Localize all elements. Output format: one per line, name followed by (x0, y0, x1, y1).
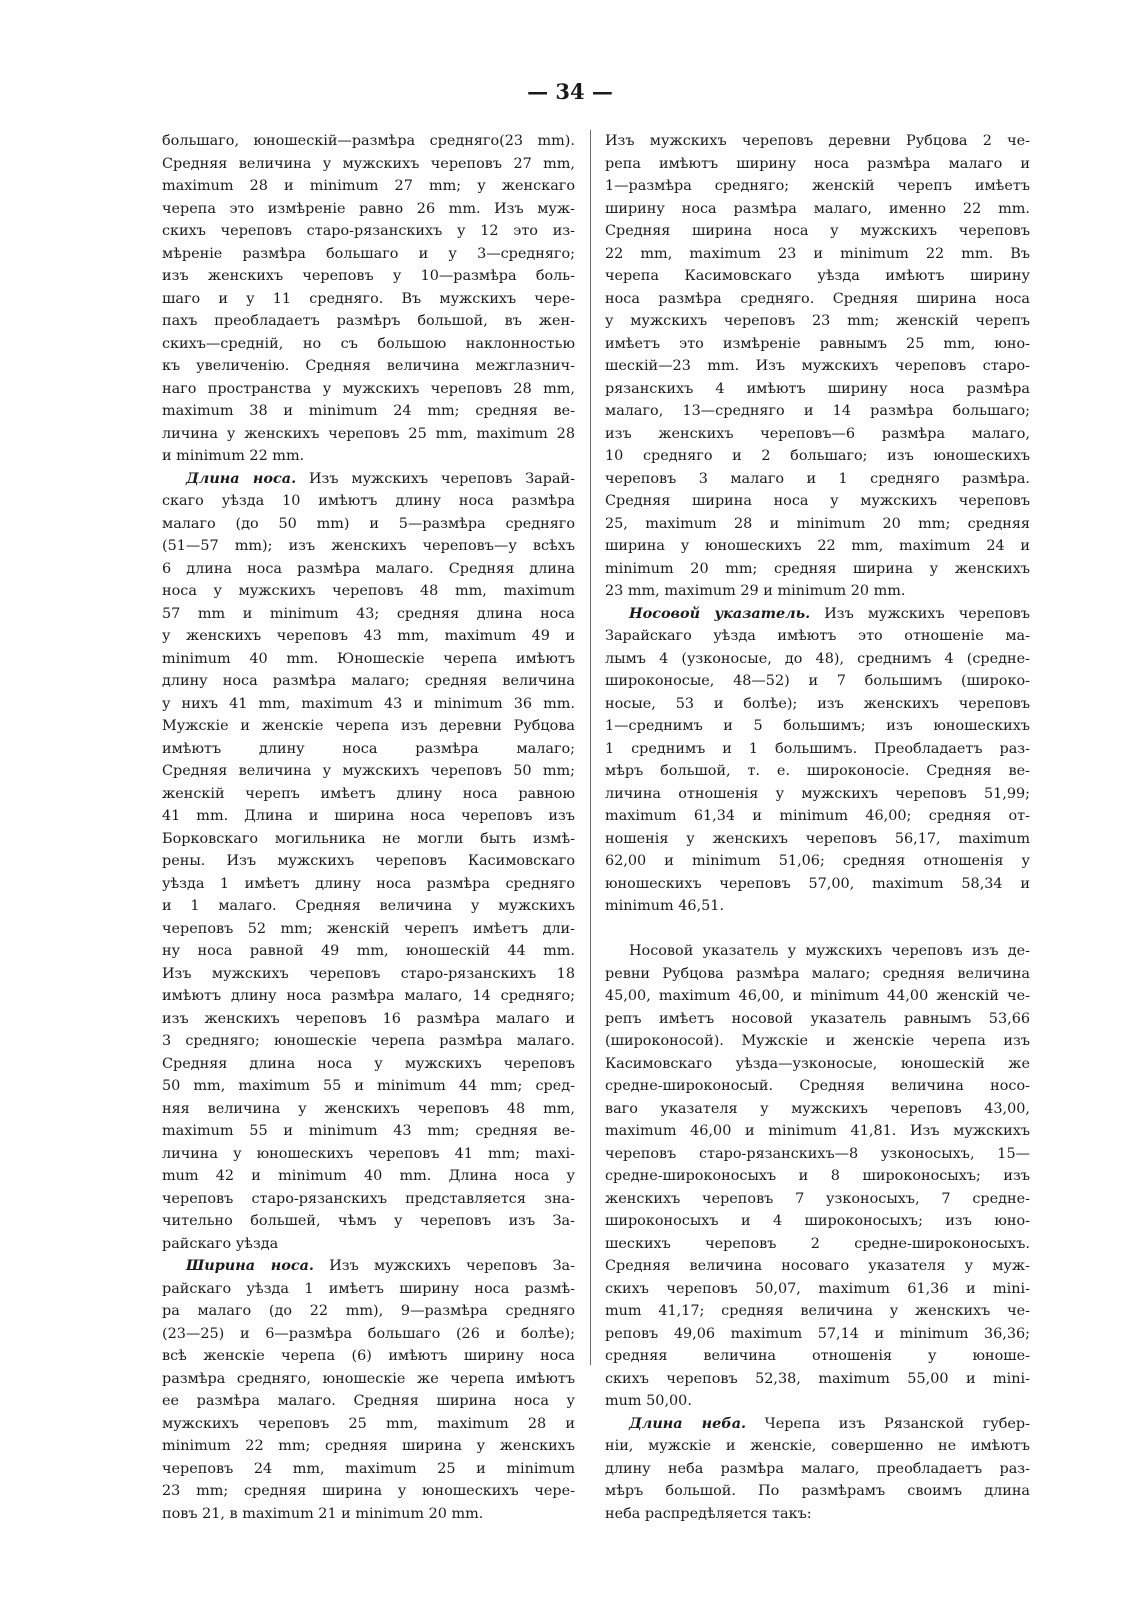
text-line: ее размѣра малаго. Средняя ширина носа у (162, 1393, 575, 1409)
text-line: всѣ женскіе черепа (6) имѣютъ ширину носа (162, 1348, 575, 1364)
text-line: изъ женскихъ череповъ 16 размѣра малаго и (162, 1010, 575, 1027)
left-column (162, 130, 575, 1525)
text-line: у мужскихъ череповъ 23 mm; женскій черепъ (605, 313, 1030, 329)
paragraph-gap (605, 918, 1030, 941)
text-line: рены. Изъ мужскихъ череповъ Касимовскаго (162, 853, 575, 869)
text-line: ширина у юношескихъ 22 mm, maximum 24 и (605, 538, 1030, 554)
text-line: пахъ преобладаетъ размѣръ большой, въ жен- (162, 313, 575, 329)
text-line: няя величина у женскихъ череповъ 48 mm, (162, 1100, 575, 1117)
text-line: 1 среднимъ и 1 большимъ. Преобладаетъ раз- (605, 740, 1030, 757)
text-line: ревни Рубцова размѣра малаго; средняя величина (605, 965, 1030, 982)
text-line: скаго уѣзда 10 имѣютъ длину носа размѣра (162, 493, 575, 509)
section-heading-line: Носовой указатель. Изъ мужскихъ череповъ (629, 604, 1030, 622)
text-line: Носовой указатель у мужскихъ череповъ изъ де- (629, 943, 1030, 959)
text-line: (23—25) и 6—размѣра большаго (26 и болѣе); (162, 1325, 575, 1342)
text-line: череповъ 24 mm, maximum 25 и minimum (162, 1460, 575, 1477)
text-line: minimum 46,51. (605, 898, 725, 914)
text-line: носые, 53 и болѣе); изъ женскихъ череповъ (605, 695, 1030, 712)
text-line: юношескихъ череповъ 57,00, maximum 58,34 и (605, 875, 1030, 892)
text-line: уѣзда 1 имѣетъ длину носа размѣра средняго (162, 875, 575, 892)
text-line: шескихъ череповъ 2 средне-широконосыхъ. (605, 1235, 1030, 1252)
text-line: скихъ череповъ 50,07, maximum 61,36 и mini- (605, 1280, 1030, 1297)
text-line: средняя величина отношенія у юноше- (605, 1348, 1030, 1364)
text-line: имѣетъ это измѣреніе равнымъ 25 mm, юно- (605, 335, 1030, 352)
text-line: 45,00, maximum 46,00, и minimum 44,00 женскій че- (605, 988, 1030, 1004)
text-line: 1—среднимъ и 5 большимъ; изъ юношескихъ (605, 718, 1030, 734)
text-line: Изъ мужскихъ череповъ деревни Рубцова 2 че- (605, 133, 1030, 149)
text-line: личина отношенія у мужскихъ череповъ 51,99; (605, 785, 1030, 802)
text-line: наго пространства у мужскихъ череповъ 28 mm, (162, 380, 575, 397)
text-line: Средняя величина носоваго указателя у муж- (605, 1258, 1030, 1274)
text-line: Средняя длина носа у мужскихъ череповъ (162, 1055, 575, 1072)
text-line: изъ женскихъ череповъ—6 размѣра малаго, (605, 425, 1030, 442)
text-line: Средняя ширина носа у мужскихъ череповъ (605, 493, 1030, 509)
text-line: скихъ череповъ 52,38, maximum 55,00 и mini- (605, 1370, 1030, 1387)
text-line: носа у мужскихъ череповъ 48 mm, maximum (162, 583, 575, 599)
text-line: ніи, мужскіе и женскіе, совершенно не имѣютъ (605, 1438, 1030, 1454)
text-line: Мужскіе и женскіе черепа изъ деревни Рубцова (162, 718, 575, 734)
text-line: minimum 20 mm; средняя ширина у женскихъ (605, 560, 1030, 577)
text-line: мужскихъ череповъ 25 mm, maximum 28 и (162, 1415, 575, 1432)
text-line: чительно большей, чѣмъ у череповъ изъ За- (162, 1213, 575, 1229)
text-line: женскихъ череповъ 7 узконосыхъ, 7 средне- (605, 1190, 1030, 1207)
text-line: женскій черепъ имѣетъ длину носа равною (162, 785, 575, 802)
text-line: (широконосой). Мужскіе и женскіе черепа изъ (605, 1033, 1030, 1049)
text-line: 23 mm, maximum 29 и minimum 20 mm. (605, 583, 906, 599)
text-line: мѣръ большой. По размѣрамъ своимъ длина (605, 1483, 1030, 1499)
text-line: maximum 46,00 и minimum 41,81. Изъ мужскихъ (605, 1123, 1030, 1139)
text-line: черепа Касимовскаго уѣзда имѣютъ ширину (605, 268, 1030, 284)
text-line: ра малаго (до 22 mm), 9—размѣра средняго (162, 1303, 575, 1319)
text-line: maximum 38 и minimum 24 mm; средняя ве- (162, 403, 575, 419)
text-line: скихъ череповъ старо-рязанскихъ у 12 это из- (162, 223, 575, 239)
text-line: у нихъ 41 mm, maximum 43 и minimum 36 mm. (162, 695, 575, 712)
text-line: репъ имѣетъ носовой указатель равнымъ 53,66 (605, 1010, 1030, 1027)
section-heading-line: Длина неба. Черепа изъ Рязанской губер- (629, 1414, 1030, 1432)
text-line: большаго, юношескій—размѣра средняго(23 mm). (162, 133, 575, 149)
text-line: шескій—23 mm. Изъ мужскихъ череповъ старо- (605, 358, 1030, 374)
text-line: 41 mm. Длина и ширина носа череповъ изъ (162, 808, 575, 824)
text-line: рязанскихъ 4 имѣютъ ширину носа размѣра (605, 380, 1030, 397)
page-number: — 34 — (527, 79, 613, 104)
text-line: Средняя величина у мужскихъ череповъ 27 mm, (162, 155, 575, 172)
text-line: райскаго уѣзда 1 имѣетъ ширину носа размѣ- (162, 1280, 575, 1297)
text-line: mum 42 и minimum 40 mm. Длина носа у (162, 1168, 575, 1184)
text-line: 25, maximum 28 и minimum 20 mm; средняя (605, 515, 1030, 532)
text-line: ваго указателя у мужскихъ череповъ 43,00, (605, 1100, 1030, 1117)
text-line: средне-широконосый. Средняя величина носо- (605, 1078, 1030, 1094)
text-line: Изъ мужскихъ череповъ старо-рязанскихъ 18 (162, 965, 575, 982)
text-line: и 1 малаго. Средняя величина у мужскихъ (162, 898, 575, 914)
text-line: мѣреніе размѣра большаго и у 3—средняго; (162, 245, 575, 262)
text-line: Средняя величина у мужскихъ череповъ 50 mm; (162, 763, 575, 779)
text-line: (51—57 mm); изъ женскихъ череповъ—у всѣхъ (162, 538, 575, 554)
text-line: имѣютъ длину носа размѣра малаго; (162, 740, 575, 757)
text-line: изъ женскихъ череповъ у 10—размѣра боль- (162, 268, 575, 284)
text-line: лымъ 4 (узконосые, до 48), среднимъ 4 (средне- (605, 650, 1030, 667)
text-line: малаго (до 50 mm) и 5—размѣра средняго (162, 515, 575, 532)
text-line: шаго и у 11 средняго. Въ мужскихъ чере- (162, 290, 575, 307)
text-line: minimum 40 mm. Юношескіе черепа имѣютъ (162, 650, 575, 667)
text-line: Борковскаго могильника не могли быть измѣ- (162, 830, 575, 847)
text-line: maximum 61,34 и minimum 46,00; средняя от- (605, 808, 1030, 824)
text-line: ширину носа размѣра малаго, именно 22 mm. (605, 200, 1030, 217)
text-line: личина у женскихъ череповъ 25 mm, maximum 28 (162, 425, 575, 442)
text-line: 22 mm, maximum 23 и minimum 22 mm. Въ (605, 245, 1030, 262)
text-line: длину носа размѣра малаго; средняя величина (162, 673, 575, 689)
text-line: 50 mm, maximum 55 и minimum 44 mm; сред- (162, 1078, 575, 1094)
text-line: реповъ 49,06 maximum 57,14 и minimum 36,36; (605, 1325, 1030, 1342)
text-line: у женскихъ череповъ 43 mm, maximum 49 и (162, 628, 575, 644)
text-line: широконосыхъ и 4 широконосыхъ; изъ юно- (605, 1213, 1030, 1229)
text-line: широконосые, 48—52) и 7 большимъ (широко- (605, 673, 1030, 689)
text-line: имѣютъ длину носа размѣра малаго, 14 средняго; (162, 988, 575, 1004)
text-line: Касимовскаго уѣзда—узконосые, юношескій же (605, 1055, 1030, 1072)
text-line: и minimum 22 mm. (162, 448, 305, 464)
text-line: личина у юношескихъ череповъ 41 mm; maxi- (162, 1145, 575, 1162)
text-line: ношенія у женскихъ череповъ 56,17, maximum (605, 830, 1030, 847)
section-heading-line: Ширина носа. Изъ мужскихъ череповъ За- (186, 1257, 575, 1274)
text-line: мѣръ большой, т. е. широконосіе. Средняя ве- (605, 763, 1030, 779)
text-line: повъ 21, в maximum 21 и minimum 20 mm. (162, 1505, 484, 1522)
text-line: скихъ—средній, но съ большою наклонностью (162, 335, 575, 352)
text-line: Средняя ширина носа у мужскихъ череповъ (605, 223, 1030, 239)
text-line: череповъ старо-рязанскихъ представляется зна- (162, 1190, 575, 1207)
right-column (605, 130, 1030, 1525)
text-line: maximum 28 и minimum 27 mm; у женскаго (162, 178, 575, 194)
text-line: minimum 22 mm; средняя ширина у женскихъ (162, 1438, 575, 1454)
text-line: Зарайскаго уѣзда имѣютъ это отношеніе ма- (605, 628, 1030, 644)
text-line: череповъ старо-рязанскихъ—8 узконосыхъ, 15— (605, 1145, 1030, 1162)
text-line: размѣра средняго, юношескіе же черепа имѣютъ (162, 1370, 575, 1387)
text-line: ну носа равной 49 mm, юношескій 44 mm. (162, 943, 575, 959)
text-line: maximum 55 и minimum 43 mm; средняя ве- (162, 1123, 575, 1139)
text-line: череповъ 52 mm; женскій черепъ имѣетъ дли- (162, 920, 575, 937)
text-line: 62,00 и minimum 51,06; средняя отношенія у (605, 853, 1030, 869)
text-line: 23 mm; средняя ширина у юношескихъ чере- (162, 1483, 575, 1499)
section-heading-line: Длина носа. Изъ мужскихъ череповъ Зарай- (186, 469, 575, 487)
text-line: средне-широконосыхъ и 8 широконосыхъ; изъ (605, 1168, 1030, 1184)
text-line: длину неба размѣра малаго, преобладаетъ раз- (605, 1460, 1030, 1477)
text-line: черепа это измѣреніе равно 26 mm. Изъ муж- (162, 200, 575, 217)
text-line: неба распредѣляется такъ: (605, 1505, 812, 1522)
column-divider (590, 130, 591, 1365)
text-line: череповъ 3 малаго и 1 средняго размѣра. (605, 470, 1030, 487)
text-line: къ увеличенію. Средняя величина межглазнич- (162, 358, 575, 374)
text-line: 1—размѣра средняго; женскій черепъ имѣетъ (605, 178, 1030, 194)
text-line: райскаго уѣзда (162, 1235, 279, 1252)
text-line: малаго, 13—средняго и 14 размѣра большаго; (605, 403, 1030, 419)
text-line: mum 41,17; средняя величина у женскихъ че- (605, 1303, 1030, 1319)
text-line: 3 средняго; юношескіе черепа размѣра малаго. (162, 1033, 575, 1049)
text-line: 6 длина носа размѣра малаго. Средняя длина (162, 560, 575, 577)
text-line: 57 mm и minimum 43; средняя длина носа (162, 605, 575, 622)
text-line: mum 50,00. (605, 1393, 692, 1409)
text-line: репа имѣютъ ширину носа размѣра малаго и (605, 155, 1030, 172)
text-line: 10 средняго и 2 большаго; изъ юношескихъ (605, 448, 1030, 464)
text-line: носа размѣра средняго. Средняя ширина носа (605, 290, 1030, 307)
